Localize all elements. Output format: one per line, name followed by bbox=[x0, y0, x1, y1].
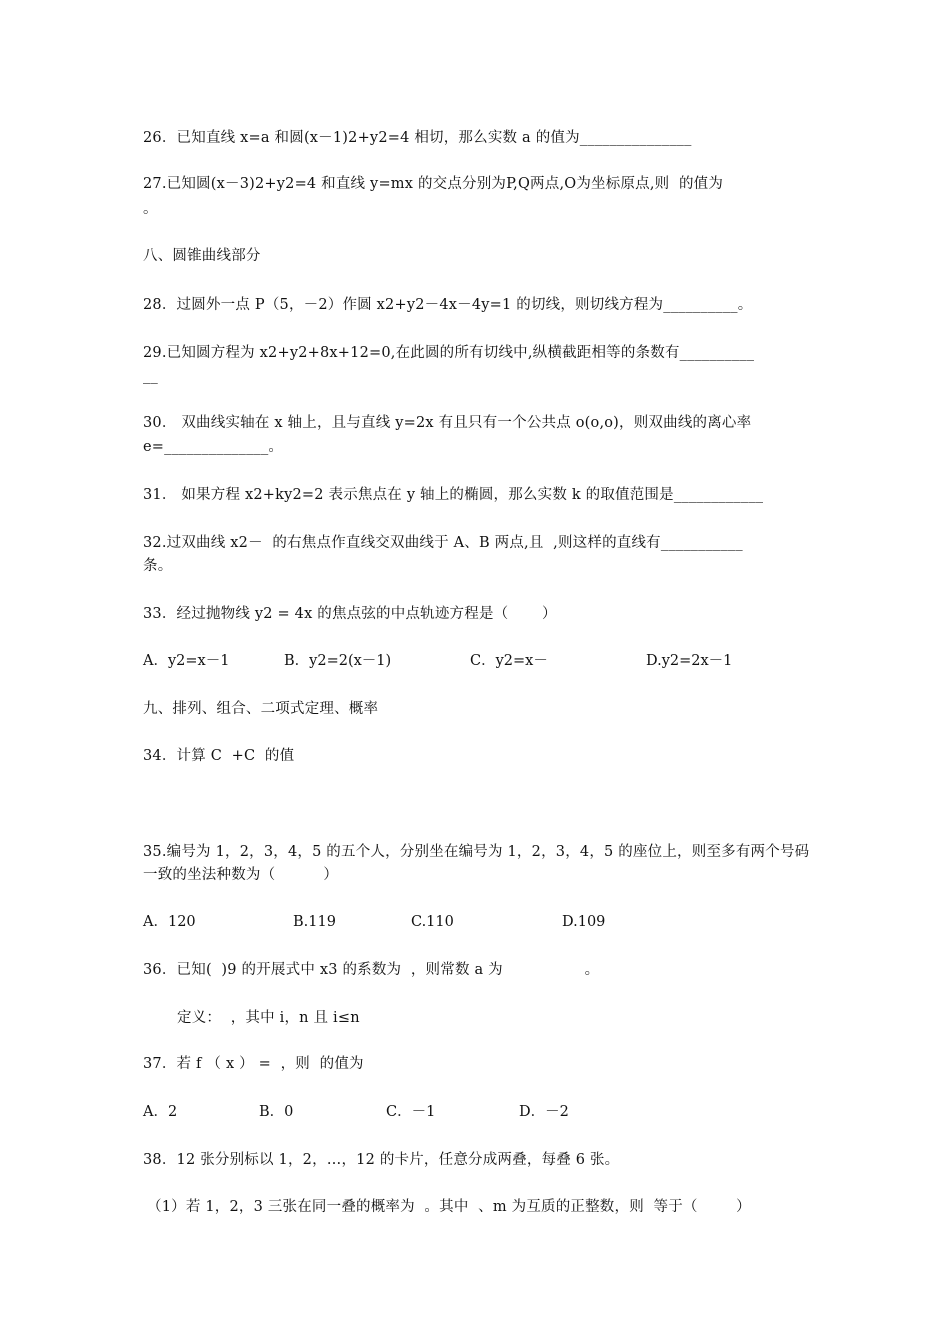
question-27-line2: 。 bbox=[143, 201, 158, 217]
option-c: C.110 bbox=[411, 914, 454, 930]
question-36: 36．已知( )9 的开展式中 x3 的系数为 ，则常数 a 为 。 bbox=[143, 962, 600, 978]
question-26: 26．已知直线 x=a 和圆(x－1)2+y2=4 相切，那么实数 a 的值为_______________ bbox=[143, 130, 692, 146]
question-37: 37．若 f （ x ） = ，则 的值为 bbox=[143, 1056, 364, 1072]
question-38: 38．12 张分别标以 1，2，…，12 的卡片，任意分成两叠，每叠 6 张。 bbox=[143, 1152, 620, 1168]
question-28: 28．过圆外一点 P（5，－2）作圆 x2+y2－4x－4y=1 的切线，则切线方程为__________。 bbox=[143, 297, 753, 313]
question-30-line1: 30． 双曲线实轴在 x 轴上，且与直线 y=2x 有且只有一个公共点 o(o,o)，则双曲线的离心率 bbox=[143, 415, 752, 431]
option-b: B.119 bbox=[293, 914, 336, 930]
question-31: 31． 如果方程 x2+ky2=2 表示焦点在 y 轴上的椭圆，那么实数 k 的取值范围是____________ bbox=[143, 487, 764, 503]
option-a: A．120 bbox=[143, 914, 196, 930]
option-a: A．y2=x－1 bbox=[143, 653, 230, 669]
question-32-line2: 条。 bbox=[143, 558, 173, 574]
option-a: A．2 bbox=[143, 1104, 178, 1120]
question-35-line1: 35.编号为 1，2，3，4，5 的五个人，分别坐在编号为 1，2，3，4，5 的座位上，则至多有两个号码 bbox=[143, 844, 810, 860]
option-c: C．－1 bbox=[386, 1104, 436, 1120]
question-35-line2: 一致的坐法种数为（ ） bbox=[143, 867, 339, 883]
definition-line: 定义： ，其中 i，n 且 i≤n bbox=[177, 1010, 360, 1026]
question-34: 34．计算 C +C 的值 bbox=[143, 748, 295, 764]
option-d: D.y2=2x－1 bbox=[646, 653, 733, 669]
question-30-line2: e=______________。 bbox=[143, 439, 284, 455]
section-8-heading: 八、圆锥曲线部分 bbox=[143, 248, 261, 264]
option-b: B．0 bbox=[259, 1104, 294, 1120]
question-29-line1: 29.已知圆方程为 x2+y2+8x+12=0,在此圆的所有切线中,纵横截距相等的条数有__________ bbox=[143, 345, 755, 361]
question-29-line2: __ bbox=[143, 368, 158, 384]
option-c: C．y2=x－ bbox=[470, 653, 548, 669]
section-9-heading: 九、排列、组合、二项式定理、概率 bbox=[143, 701, 379, 717]
option-b: B．y2=2(x－1) bbox=[284, 653, 392, 669]
question-32-line1: 32.过双曲线 x2－ 的右焦点作直线交双曲线于 A、B 两点,且 ,则这样的直线有___________ bbox=[143, 535, 743, 551]
question-38-part-1: （1）若 1，2，3 三张在同一叠的概率为 。其中 、m 为互质的正整数，则 等于（ ） bbox=[147, 1199, 751, 1215]
question-27-line1: 27.已知圆(x－3)2+y2=4 和直线 y=mx 的交点分别为P,Q两点,O为坐标原点,则 的值为 bbox=[143, 176, 724, 192]
option-d: D．－2 bbox=[519, 1104, 569, 1120]
question-33: 33．经过抛物线 y2 = 4x 的焦点弦的中点轨迹方程是（ ） bbox=[143, 606, 557, 622]
option-d: D.109 bbox=[562, 914, 606, 930]
